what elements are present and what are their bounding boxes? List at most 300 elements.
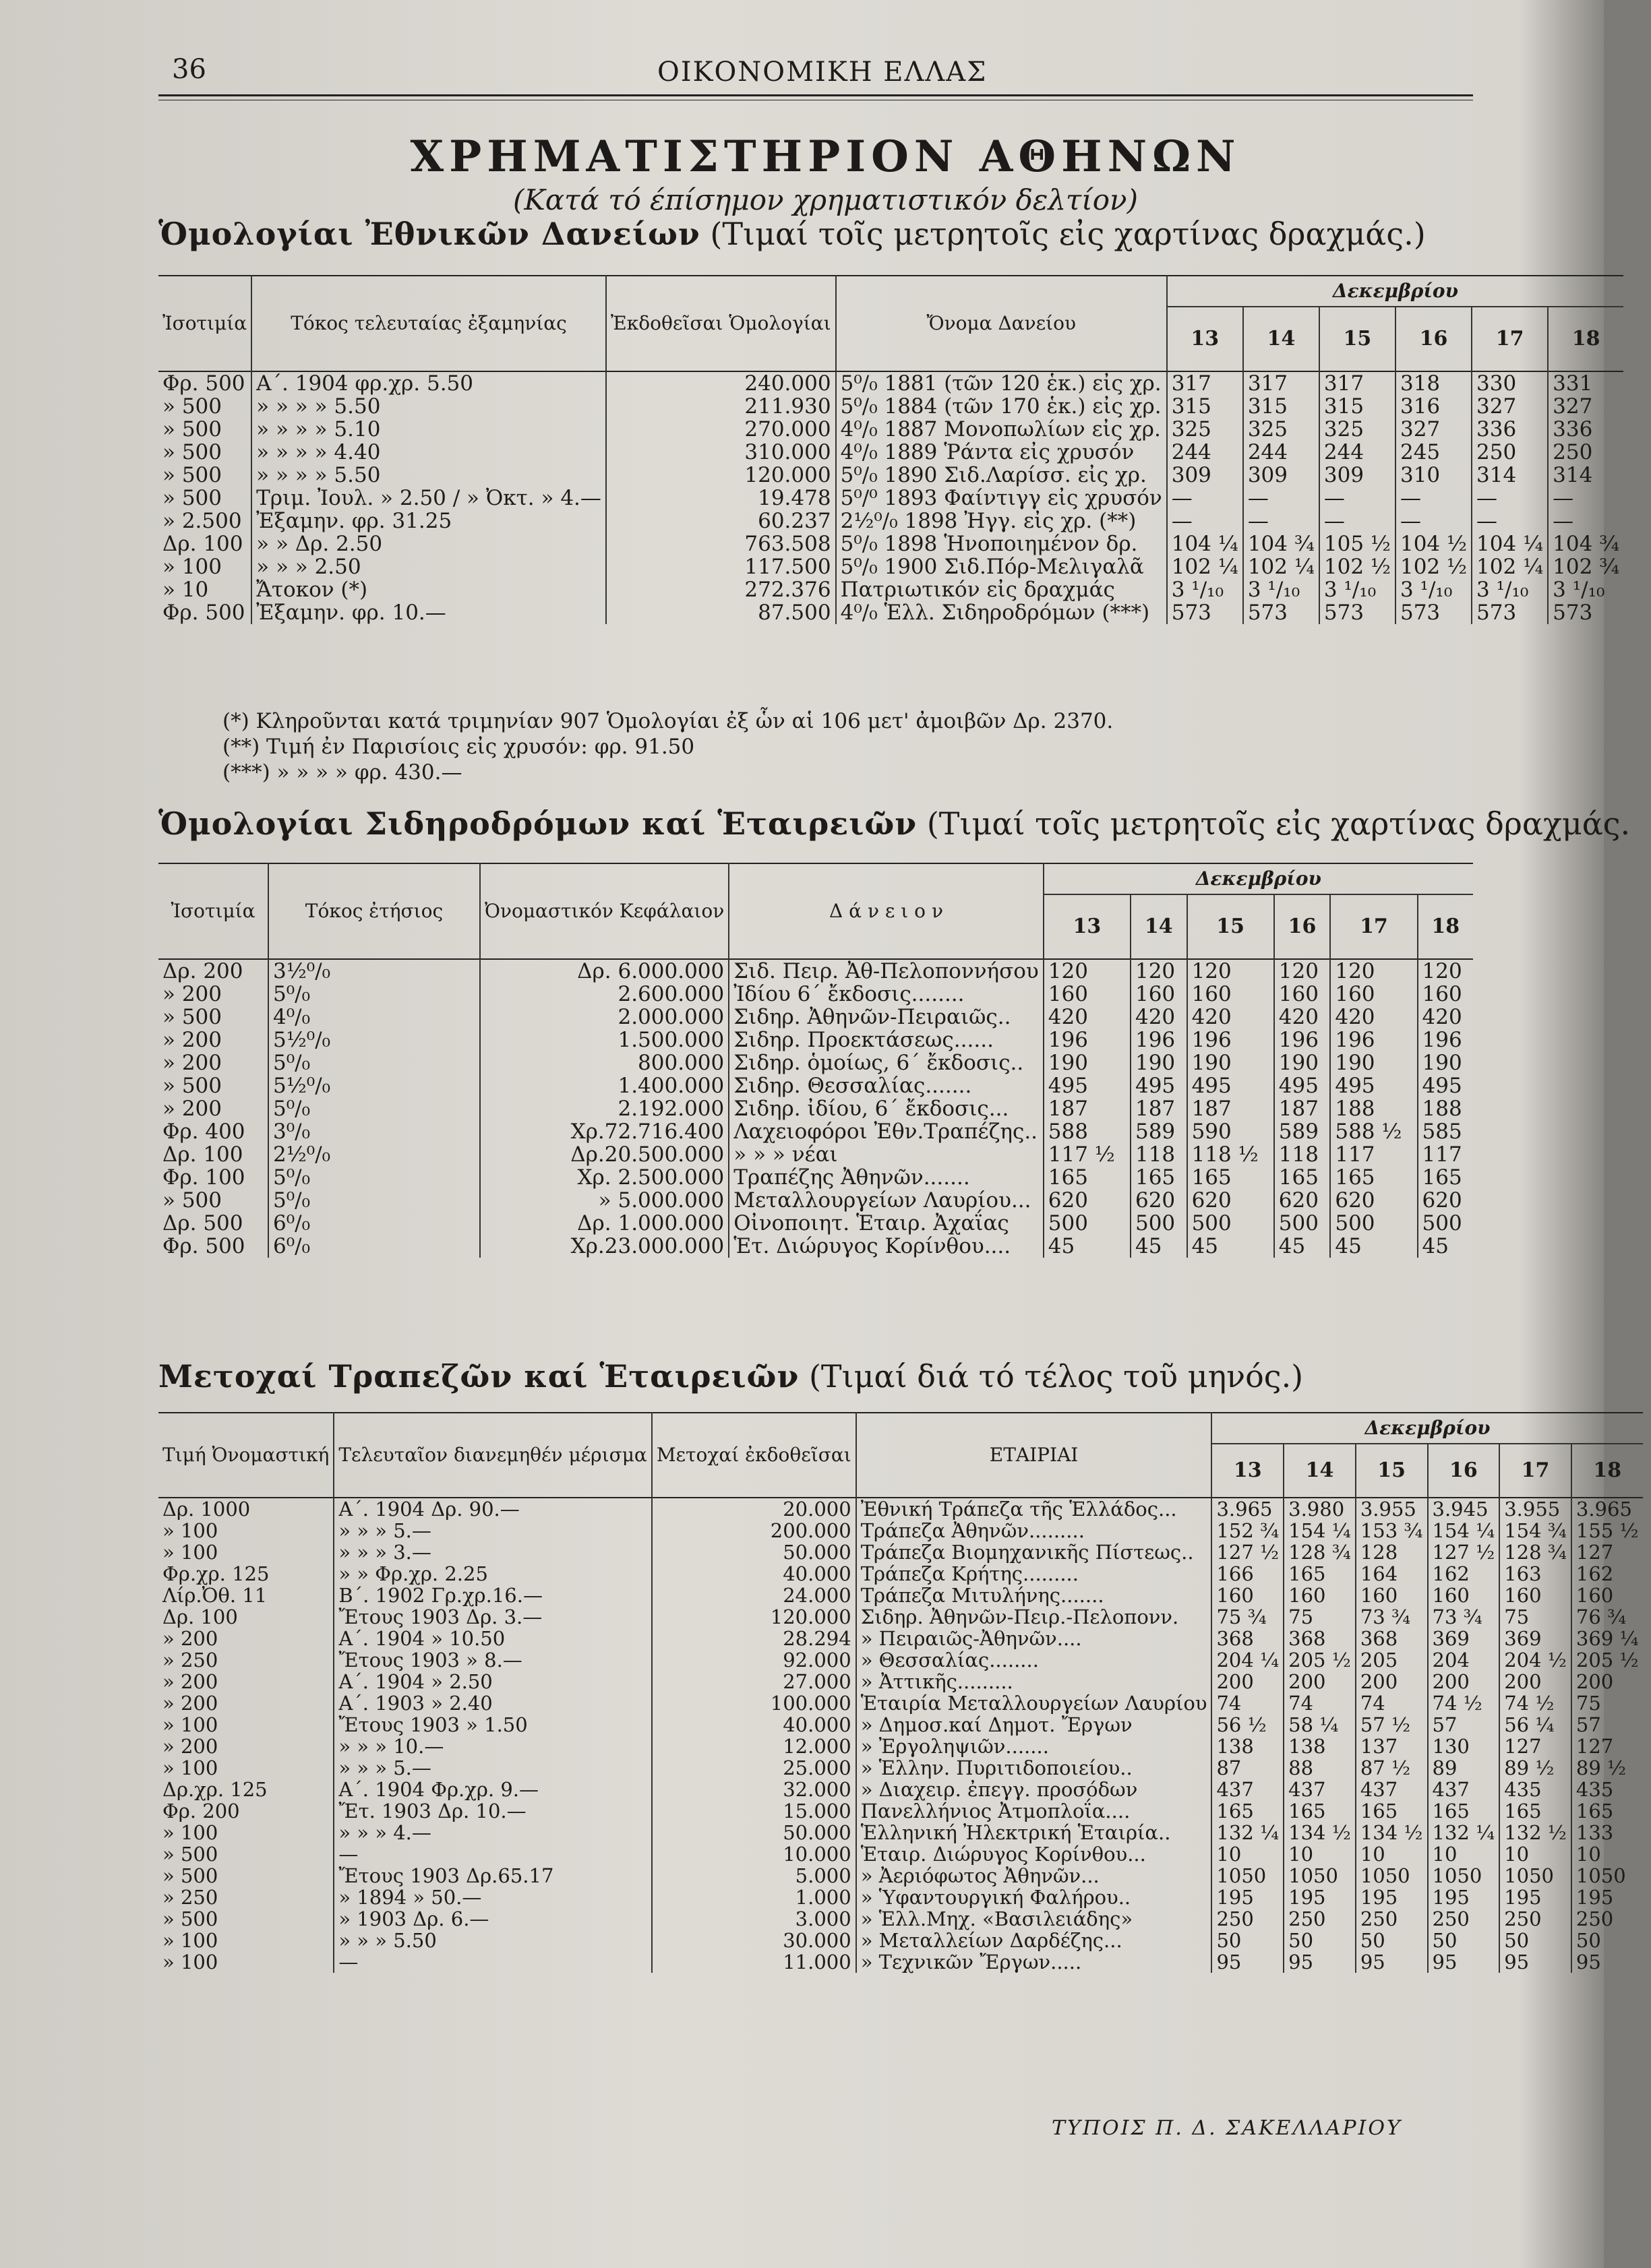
cell-price: — <box>1548 487 1623 510</box>
cell-price: — <box>1395 510 1472 532</box>
cell-dividend: Ἔτ. 1903 Δρ. 10.— <box>334 1800 652 1822</box>
cell-issued: 3.000 <box>652 1908 856 1930</box>
cell-price: 250 <box>1571 1908 1643 1930</box>
cell-capital: 2.192.000 <box>480 1097 729 1120</box>
day-header: 15 <box>1319 307 1395 371</box>
cell-dividend: » 1903 Δρ. 6.— <box>334 1908 652 1930</box>
cell-capital: 1.500.000 <box>480 1029 729 1051</box>
cell-price: 309 <box>1319 464 1395 487</box>
table-row <box>158 1585 1643 1606</box>
table-row <box>158 1074 1473 1097</box>
cell-name: Τράπεζα Μιτυλήνης....... <box>856 1585 1212 1606</box>
cell-price: — <box>1319 510 1395 532</box>
cell-price: 160 <box>1356 1585 1428 1606</box>
table-row <box>158 1930 1643 1951</box>
cell-price: 500 <box>1044 1212 1131 1235</box>
cell-price: 196 <box>1418 1029 1473 1051</box>
table-row <box>158 1051 1473 1074</box>
cell-price: 330 <box>1472 371 1548 395</box>
cell-price: 188 <box>1330 1097 1417 1120</box>
cell-issued: 270.000 <box>606 418 836 441</box>
cell-price: 589 <box>1131 1120 1187 1143</box>
cell-price: 589 <box>1274 1120 1331 1143</box>
cell-price: 95 <box>1284 1951 1356 1973</box>
cell-rate: 5½⁰/₀ <box>268 1074 480 1097</box>
cell-name: Ἑταιρ. Διώρυγος Κορίνθου... <box>856 1843 1212 1865</box>
cell-price: — <box>1548 510 1623 532</box>
cell-price: 160 <box>1211 1585 1284 1606</box>
cell-par: » 500 <box>162 486 222 510</box>
cell-issued: 32.000 <box>652 1779 856 1800</box>
cell-coupon: » » » » 5.10 <box>251 418 606 441</box>
cell-issued: 310.000 <box>606 441 836 464</box>
section2-heading <box>158 805 1630 842</box>
table-row <box>158 487 1623 510</box>
day-header: 16 <box>1274 894 1331 959</box>
cell-price: 190 <box>1330 1051 1417 1074</box>
cell-price: 205 ½ <box>1571 1649 1643 1671</box>
col-name: ΕΤΑΙΡΙΑΙ <box>856 1413 1212 1498</box>
cell-price: 118 ½ <box>1187 1143 1274 1166</box>
col-dividend: Τελευταῖον διανεμηθέν μέρισμα <box>334 1413 652 1498</box>
cell-price: 420 <box>1131 1006 1187 1029</box>
cell-price: 127 <box>1571 1736 1643 1757</box>
cell-price: 95 <box>1571 1951 1643 1973</box>
table-row <box>158 1843 1643 1865</box>
cell-name: 4⁰/₀ Ἑλλ. Σιδηροδρόμων (***) <box>836 601 1167 624</box>
cell-price: 154 ¼ <box>1428 1520 1500 1541</box>
cell-name: » Ἐργοληψιῶν....... <box>856 1736 1212 1757</box>
cell-price: 89 <box>1428 1757 1500 1779</box>
cell-price: 190 <box>1274 1051 1331 1074</box>
cell-price: 162 <box>1571 1563 1643 1585</box>
cell-price: 3.955 <box>1499 1498 1571 1520</box>
section3-heading-rest: (Τιμαί διά τό τέλος τοῦ μηνός.) <box>808 1358 1304 1394</box>
cell-price: 95 <box>1356 1951 1428 1973</box>
cell-price: 74 ½ <box>1428 1692 1500 1714</box>
cell-price: 500 <box>1187 1212 1274 1235</box>
cell-price: 495 <box>1131 1074 1187 1097</box>
cell-name: Ἐθνική Τράπεζα τῆς Ἑλλάδος... <box>856 1498 1212 1520</box>
cell-issued: 60.237 <box>606 510 836 532</box>
cell-issued: 40.000 <box>652 1714 856 1736</box>
cell-price: 187 <box>1187 1097 1274 1120</box>
cell-price: 195 <box>1428 1887 1500 1908</box>
cell-price: 87 <box>1211 1757 1284 1779</box>
cell-name: 5⁰/₀ 1900 Σιδ.Πόρ-Μελιγαλᾶ <box>836 555 1167 578</box>
cell-price: 165 <box>1187 1166 1274 1189</box>
cell-capital: 1.400.000 <box>480 1074 729 1097</box>
cell-price: 132 ¼ <box>1211 1822 1284 1843</box>
cell-name: Ἑτ. Διώρυγος Κορίνθου.... <box>729 1235 1044 1258</box>
cell-price: 50 <box>1499 1930 1571 1951</box>
cell-price: 315 <box>1243 395 1319 418</box>
cell-par: » 500 <box>162 1864 218 1887</box>
cell-price: 165 <box>1330 1166 1417 1189</box>
cell-price: 196 <box>1131 1029 1187 1051</box>
cell-par: Δρ. 100 <box>162 1605 238 1628</box>
cell-price: 75 ¾ <box>1211 1606 1284 1628</box>
railway-bonds-table <box>158 863 1473 1258</box>
cell-price: 244 <box>1167 441 1243 464</box>
cell-price: 56 ½ <box>1211 1714 1284 1736</box>
cell-capital: 2.000.000 <box>480 1006 729 1029</box>
cell-par: » 500 <box>162 440 222 464</box>
cell-price: 3 ¹/₁₀ <box>1395 578 1472 601</box>
table-row <box>158 1143 1473 1166</box>
section3-heading-bold: Μετοχαί Τραπεζῶν καί Ἑταιρειῶν <box>158 1358 800 1394</box>
cell-dividend: » » » 10.— <box>334 1736 652 1757</box>
cell-issued: 92.000 <box>652 1649 856 1671</box>
cell-name: Σιδηρ. Θεσσαλίας....... <box>729 1074 1044 1097</box>
cell-price: 50 <box>1284 1930 1356 1951</box>
table-row <box>158 1671 1643 1692</box>
cell-price: 325 <box>1319 418 1395 441</box>
cell-price: 10 <box>1571 1843 1643 1865</box>
cell-price: 57 <box>1428 1714 1500 1736</box>
table-row <box>158 1822 1643 1843</box>
cell-name: » Ἑλλην. Πυριτιδοποιείου.. <box>856 1757 1212 1779</box>
cell-name: Σιδηρ. ἰδίου, 6΄ ἔκδοσις... <box>729 1097 1044 1120</box>
cell-issued: 1.000 <box>652 1887 856 1908</box>
cell-price: 495 <box>1187 1074 1274 1097</box>
cell-price: 437 <box>1211 1779 1284 1800</box>
cell-price: 495 <box>1330 1074 1417 1097</box>
day-header: 17 <box>1472 307 1548 371</box>
cell-price: 190 <box>1418 1051 1473 1074</box>
table-row <box>158 1097 1473 1120</box>
cell-price: 165 <box>1356 1800 1428 1822</box>
cell-name: Μεταλλουργείων Λαυρίου... <box>729 1189 1044 1212</box>
table-row <box>158 1887 1643 1908</box>
page-title: ΧΡΗΜΑΤΙΣΤΗΡΙΟΝ ΑΘΗΝΩΝ <box>410 131 1241 182</box>
cell-price: — <box>1472 510 1548 532</box>
cell-issued: 25.000 <box>652 1757 856 1779</box>
cell-issued: 40.000 <box>652 1563 856 1585</box>
table-row <box>158 1006 1473 1029</box>
day-header: 16 <box>1395 307 1472 371</box>
running-title: ΟΙΚΟΝΟΜΙΚΗ ΕΛΛΑΣ <box>657 57 988 88</box>
cell-price: 195 <box>1499 1887 1571 1908</box>
cell-price: 204 ½ <box>1499 1649 1571 1671</box>
cell-par: » 500 <box>162 417 222 441</box>
cell-price: 315 <box>1319 395 1395 418</box>
table-row <box>158 578 1623 601</box>
cell-par: » 250 <box>162 1649 218 1672</box>
cell-coupon: » » » » 4.40 <box>251 441 606 464</box>
cell-coupon: » » » » 5.50 <box>251 395 606 418</box>
col-capital: Ὀνομαστικόν Κεφάλαιον <box>480 863 729 959</box>
cell-price: 133 <box>1571 1822 1643 1843</box>
cell-name: Ἑλληνική Ἠλεκτρική Ἑταιρία.. <box>856 1822 1212 1843</box>
cell-dividend: Α΄. 1903 » 2.40 <box>334 1692 652 1714</box>
cell-price: 420 <box>1330 1006 1417 1029</box>
cell-capital: Χρ.72.716.400 <box>480 1120 729 1143</box>
cell-price: 336 <box>1472 418 1548 441</box>
cell-name: Τραπέζης Ἀθηνῶν....... <box>729 1166 1044 1189</box>
cell-rate: 6⁰/₀ <box>268 1235 480 1258</box>
cell-price: 188 <box>1418 1097 1473 1120</box>
col-rate: Τόκος ἐτήσιος <box>268 863 480 959</box>
cell-price: 120 <box>1418 959 1473 983</box>
day-header: 16 <box>1428 1444 1500 1498</box>
col-month: Δεκεμβρίου <box>1211 1413 1642 1444</box>
cell-coupon: Α΄. 1904 φρ.χρ. 5.50 <box>251 371 606 395</box>
cell-par: Δρ. 200 <box>162 959 243 983</box>
day-header: 13 <box>1167 307 1243 371</box>
cell-price: 314 <box>1548 464 1623 487</box>
cell-price: 134 ½ <box>1284 1822 1356 1843</box>
cell-capital: 2.600.000 <box>480 983 729 1006</box>
cell-price: 45 <box>1274 1235 1331 1258</box>
cell-price: 138 <box>1284 1736 1356 1757</box>
cell-price: 75 <box>1284 1606 1356 1628</box>
cell-issued: 28.294 <box>652 1628 856 1649</box>
cell-price: 3.965 <box>1211 1498 1284 1520</box>
cell-price: 10 <box>1356 1843 1428 1865</box>
cell-name: » Διαχειρ. ἐπεγγ. προσόδων <box>856 1779 1212 1800</box>
cell-name: » Ἀττικῆς......... <box>856 1671 1212 1692</box>
cell-price: 166 <box>1211 1563 1284 1585</box>
cell-price: 163 <box>1499 1563 1571 1585</box>
cell-name: 4⁰/₀ 1887 Μονοπωλίων εἰς χρ. <box>836 418 1167 441</box>
cell-coupon: » » » » 5.50 <box>251 464 606 487</box>
cell-price: 165 <box>1044 1166 1131 1189</box>
cell-price: 195 <box>1571 1887 1643 1908</box>
cell-price: 420 <box>1187 1006 1274 1029</box>
cell-price: 10 <box>1428 1843 1500 1865</box>
cell-par: » 500 <box>162 394 222 419</box>
table-row <box>158 959 1473 983</box>
cell-dividend: Ἔτους 1903 » 8.— <box>334 1649 652 1671</box>
cell-price: 245 <box>1395 441 1472 464</box>
cell-price: 128 <box>1356 1541 1428 1563</box>
cell-par: » 200 <box>162 1627 218 1650</box>
cell-price: 45 <box>1131 1235 1187 1258</box>
table-row <box>158 1029 1473 1051</box>
cell-issued: 763.508 <box>606 532 836 555</box>
cell-price: 160 <box>1044 983 1131 1006</box>
cell-par: » 100 <box>162 1519 218 1542</box>
cell-price: 573 <box>1472 601 1548 624</box>
cell-par: » 500 <box>162 463 222 487</box>
col-par: Ἰσοτιμία <box>162 312 247 334</box>
cell-price: 164 <box>1356 1563 1428 1585</box>
cell-price: 250 <box>1499 1908 1571 1930</box>
cell-dividend: Α΄. 1904 » 2.50 <box>334 1671 652 1692</box>
cell-par: » 200 <box>162 1692 218 1715</box>
cell-price: 117 ½ <box>1044 1143 1131 1166</box>
cell-price: 10 <box>1284 1843 1356 1865</box>
cell-price: 165 <box>1418 1166 1473 1189</box>
cell-price: 155 ½ <box>1571 1520 1643 1541</box>
cell-par: Φρ. 100 <box>162 1165 245 1190</box>
cell-price: 620 <box>1187 1189 1274 1212</box>
cell-price: 45 <box>1187 1235 1274 1258</box>
cell-price: 196 <box>1044 1029 1131 1051</box>
cell-rate: 3⁰/₀ <box>268 1120 480 1143</box>
page-header <box>172 54 1473 88</box>
cell-name: 5⁰/₀ 1884 (τῶν 170 ἑκ.) εἰς χρ. <box>836 395 1167 418</box>
cell-price: 3 ¹/₁₀ <box>1167 578 1243 601</box>
table-row <box>158 983 1473 1006</box>
cell-rate: 5⁰/₀ <box>268 1097 480 1120</box>
table-row <box>158 1541 1643 1563</box>
cell-price: 500 <box>1418 1212 1473 1235</box>
cell-dividend: — <box>334 1843 652 1865</box>
cell-name: » Τεχνικῶν Ἔργων..... <box>856 1951 1212 1973</box>
cell-price: 200 <box>1211 1671 1284 1692</box>
cell-price: 127 <box>1571 1541 1643 1563</box>
cell-capital: Δρ. 1.000.000 <box>480 1212 729 1235</box>
cell-issued: 117.500 <box>606 555 836 578</box>
header-rule <box>158 94 1473 96</box>
cell-price: 10 <box>1211 1843 1284 1865</box>
cell-price: 120 <box>1131 959 1187 983</box>
cell-price: 195 <box>1211 1887 1284 1908</box>
table-row <box>158 1606 1643 1628</box>
table-row <box>158 510 1623 532</box>
cell-price: 102 ¾ <box>1548 555 1623 578</box>
cell-price: 495 <box>1044 1074 1131 1097</box>
cell-issued: 11.000 <box>652 1951 856 1973</box>
cell-name: Πανελλήνιος Ἀτμοπλοΐα.... <box>856 1800 1212 1822</box>
cell-price: 120 <box>1044 959 1131 983</box>
cell-price: 204 ¼ <box>1211 1649 1284 1671</box>
cell-name: 5⁰/₀ 1890 Σιδ.Λαρίσσ. εἰς χρ. <box>836 464 1167 487</box>
cell-price: 195 <box>1356 1887 1428 1908</box>
cell-price: 132 ¼ <box>1428 1822 1500 1843</box>
cell-par: » 200 <box>162 1097 222 1121</box>
cell-dividend: Α΄. 1904 » 10.50 <box>334 1628 652 1649</box>
cell-price: 327 <box>1472 395 1548 418</box>
table-row <box>158 1779 1643 1800</box>
cell-dividend: Α΄. 1904 Φρ.χρ. 9.— <box>334 1779 652 1800</box>
cell-price: 160 <box>1499 1585 1571 1606</box>
cell-price: 3 ¹/₁₀ <box>1548 578 1623 601</box>
cell-price: 102 ½ <box>1319 555 1395 578</box>
cell-price: 152 ¾ <box>1211 1520 1284 1541</box>
cell-price: 187 <box>1044 1097 1131 1120</box>
table-row <box>158 601 1623 624</box>
cell-issued: 12.000 <box>652 1736 856 1757</box>
cell-price: 73 ¾ <box>1356 1606 1428 1628</box>
cell-price: 573 <box>1167 601 1243 624</box>
cell-price: 250 <box>1211 1908 1284 1930</box>
cell-rate: 2½⁰/₀ <box>268 1143 480 1166</box>
cell-dividend: Α΄. 1904 Δρ. 90.— <box>334 1498 652 1520</box>
table-row <box>158 1908 1643 1930</box>
cell-price: 573 <box>1395 601 1472 624</box>
cell-price: — <box>1243 487 1319 510</box>
cell-par: Δρ. 1000 <box>162 1498 251 1521</box>
cell-price: 244 <box>1319 441 1395 464</box>
day-header: 14 <box>1284 1444 1356 1498</box>
cell-par: » 200 <box>162 1028 222 1052</box>
cell-price: 590 <box>1187 1120 1274 1143</box>
cell-price: 588 ½ <box>1330 1120 1417 1143</box>
cell-price: 104 ¼ <box>1472 532 1548 555</box>
cell-price: 200 <box>1571 1671 1643 1692</box>
day-header: 13 <box>1211 1444 1284 1498</box>
cell-par: Φρ. 200 <box>162 1800 240 1822</box>
cell-capital: 800.000 <box>480 1051 729 1074</box>
cell-price: 165 <box>1499 1800 1571 1822</box>
cell-price: 369 <box>1499 1628 1571 1649</box>
cell-issued: 200.000 <box>652 1520 856 1541</box>
cell-name: » Δημοσ.καί Δημοτ. Ἔργων <box>856 1714 1212 1736</box>
cell-price: 105 ½ <box>1319 532 1395 555</box>
cell-price: 190 <box>1044 1051 1131 1074</box>
cell-price: 74 <box>1211 1692 1284 1714</box>
cell-coupon: Ἐξαμην. φρ. 10.— <box>251 601 606 624</box>
table-row <box>158 1714 1643 1736</box>
cell-name: Σιδηρ. Ἀθηνῶν-Πειραιῶς.. <box>729 1006 1044 1029</box>
cell-issued: 27.000 <box>652 1671 856 1692</box>
cell-coupon: Τριμ. Ἰουλ. » 2.50 / » Ὀκτ. » 4.— <box>251 487 606 510</box>
cell-par: » 100 <box>162 555 222 579</box>
cell-price: 165 <box>1571 1800 1643 1822</box>
cell-capital: Δρ.20.500.000 <box>480 1143 729 1166</box>
cell-price: 127 <box>1499 1736 1571 1757</box>
cell-name: Οἰνοποιητ. Ἑταιρ. Ἀχαΐας <box>729 1212 1044 1235</box>
table-row <box>158 1800 1643 1822</box>
cell-price: 1050 <box>1428 1865 1500 1887</box>
cell-rate: 5⁰/₀ <box>268 1051 480 1074</box>
cell-price: 190 <box>1131 1051 1187 1074</box>
cell-price: 50 <box>1428 1930 1500 1951</box>
cell-price: 336 <box>1548 418 1623 441</box>
table-row <box>158 371 1623 395</box>
section2-heading-rest: (Τιμαί τοῖς μετρητοῖς εἰς χαρτίνας δραχμάς. <box>926 805 1631 842</box>
bank-shares-table <box>158 1412 1643 1973</box>
col-issued: Ἐκδοθεῖσαι Ὁμολογίαι <box>606 276 836 371</box>
cell-price: 309 <box>1243 464 1319 487</box>
cell-price: 160 <box>1131 983 1187 1006</box>
cell-price: 500 <box>1330 1212 1417 1235</box>
cell-price: 87 ½ <box>1356 1757 1428 1779</box>
cell-price: 325 <box>1167 418 1243 441</box>
col-par: Ἰσοτιμία <box>171 900 256 922</box>
day-header: 15 <box>1187 894 1274 959</box>
cell-rate: 5⁰/₀ <box>268 983 480 1006</box>
page-number: 36 <box>172 54 206 85</box>
cell-price: 160 <box>1418 983 1473 1006</box>
bank-shares-rows <box>158 1498 1643 1973</box>
cell-par: Λίρ.Ὀθ. 11 <box>162 1584 268 1607</box>
cell-dividend: » » » 5.— <box>334 1520 652 1541</box>
cell-price: 89 ½ <box>1499 1757 1571 1779</box>
cell-price: 318 <box>1395 371 1472 395</box>
cell-par: » 200 <box>162 1051 222 1075</box>
cell-par: Φρ. 500 <box>162 371 245 396</box>
cell-par: Δρ. 100 <box>162 532 243 556</box>
cell-name: Πατριωτικόν εἰς δραχμάς <box>836 578 1167 601</box>
table-row <box>158 1736 1643 1757</box>
cell-price: 160 <box>1571 1585 1643 1606</box>
day-header: 15 <box>1356 1444 1428 1498</box>
cell-price: 317 <box>1243 371 1319 395</box>
cell-name: » Ἑλλ.Μηχ. «Βασιλειάδης» <box>856 1908 1212 1930</box>
cell-par: Φρ. 500 <box>162 1234 245 1258</box>
table-row <box>158 1628 1643 1649</box>
cell-price: 200 <box>1499 1671 1571 1692</box>
table-row <box>158 1649 1643 1671</box>
section1-heading-bold: Ὁμολογίαι Ἐθνικῶν Δανείων <box>158 216 700 252</box>
cell-price: 118 <box>1274 1143 1331 1166</box>
cell-price: — <box>1395 487 1472 510</box>
cell-price: 153 ¾ <box>1356 1520 1428 1541</box>
